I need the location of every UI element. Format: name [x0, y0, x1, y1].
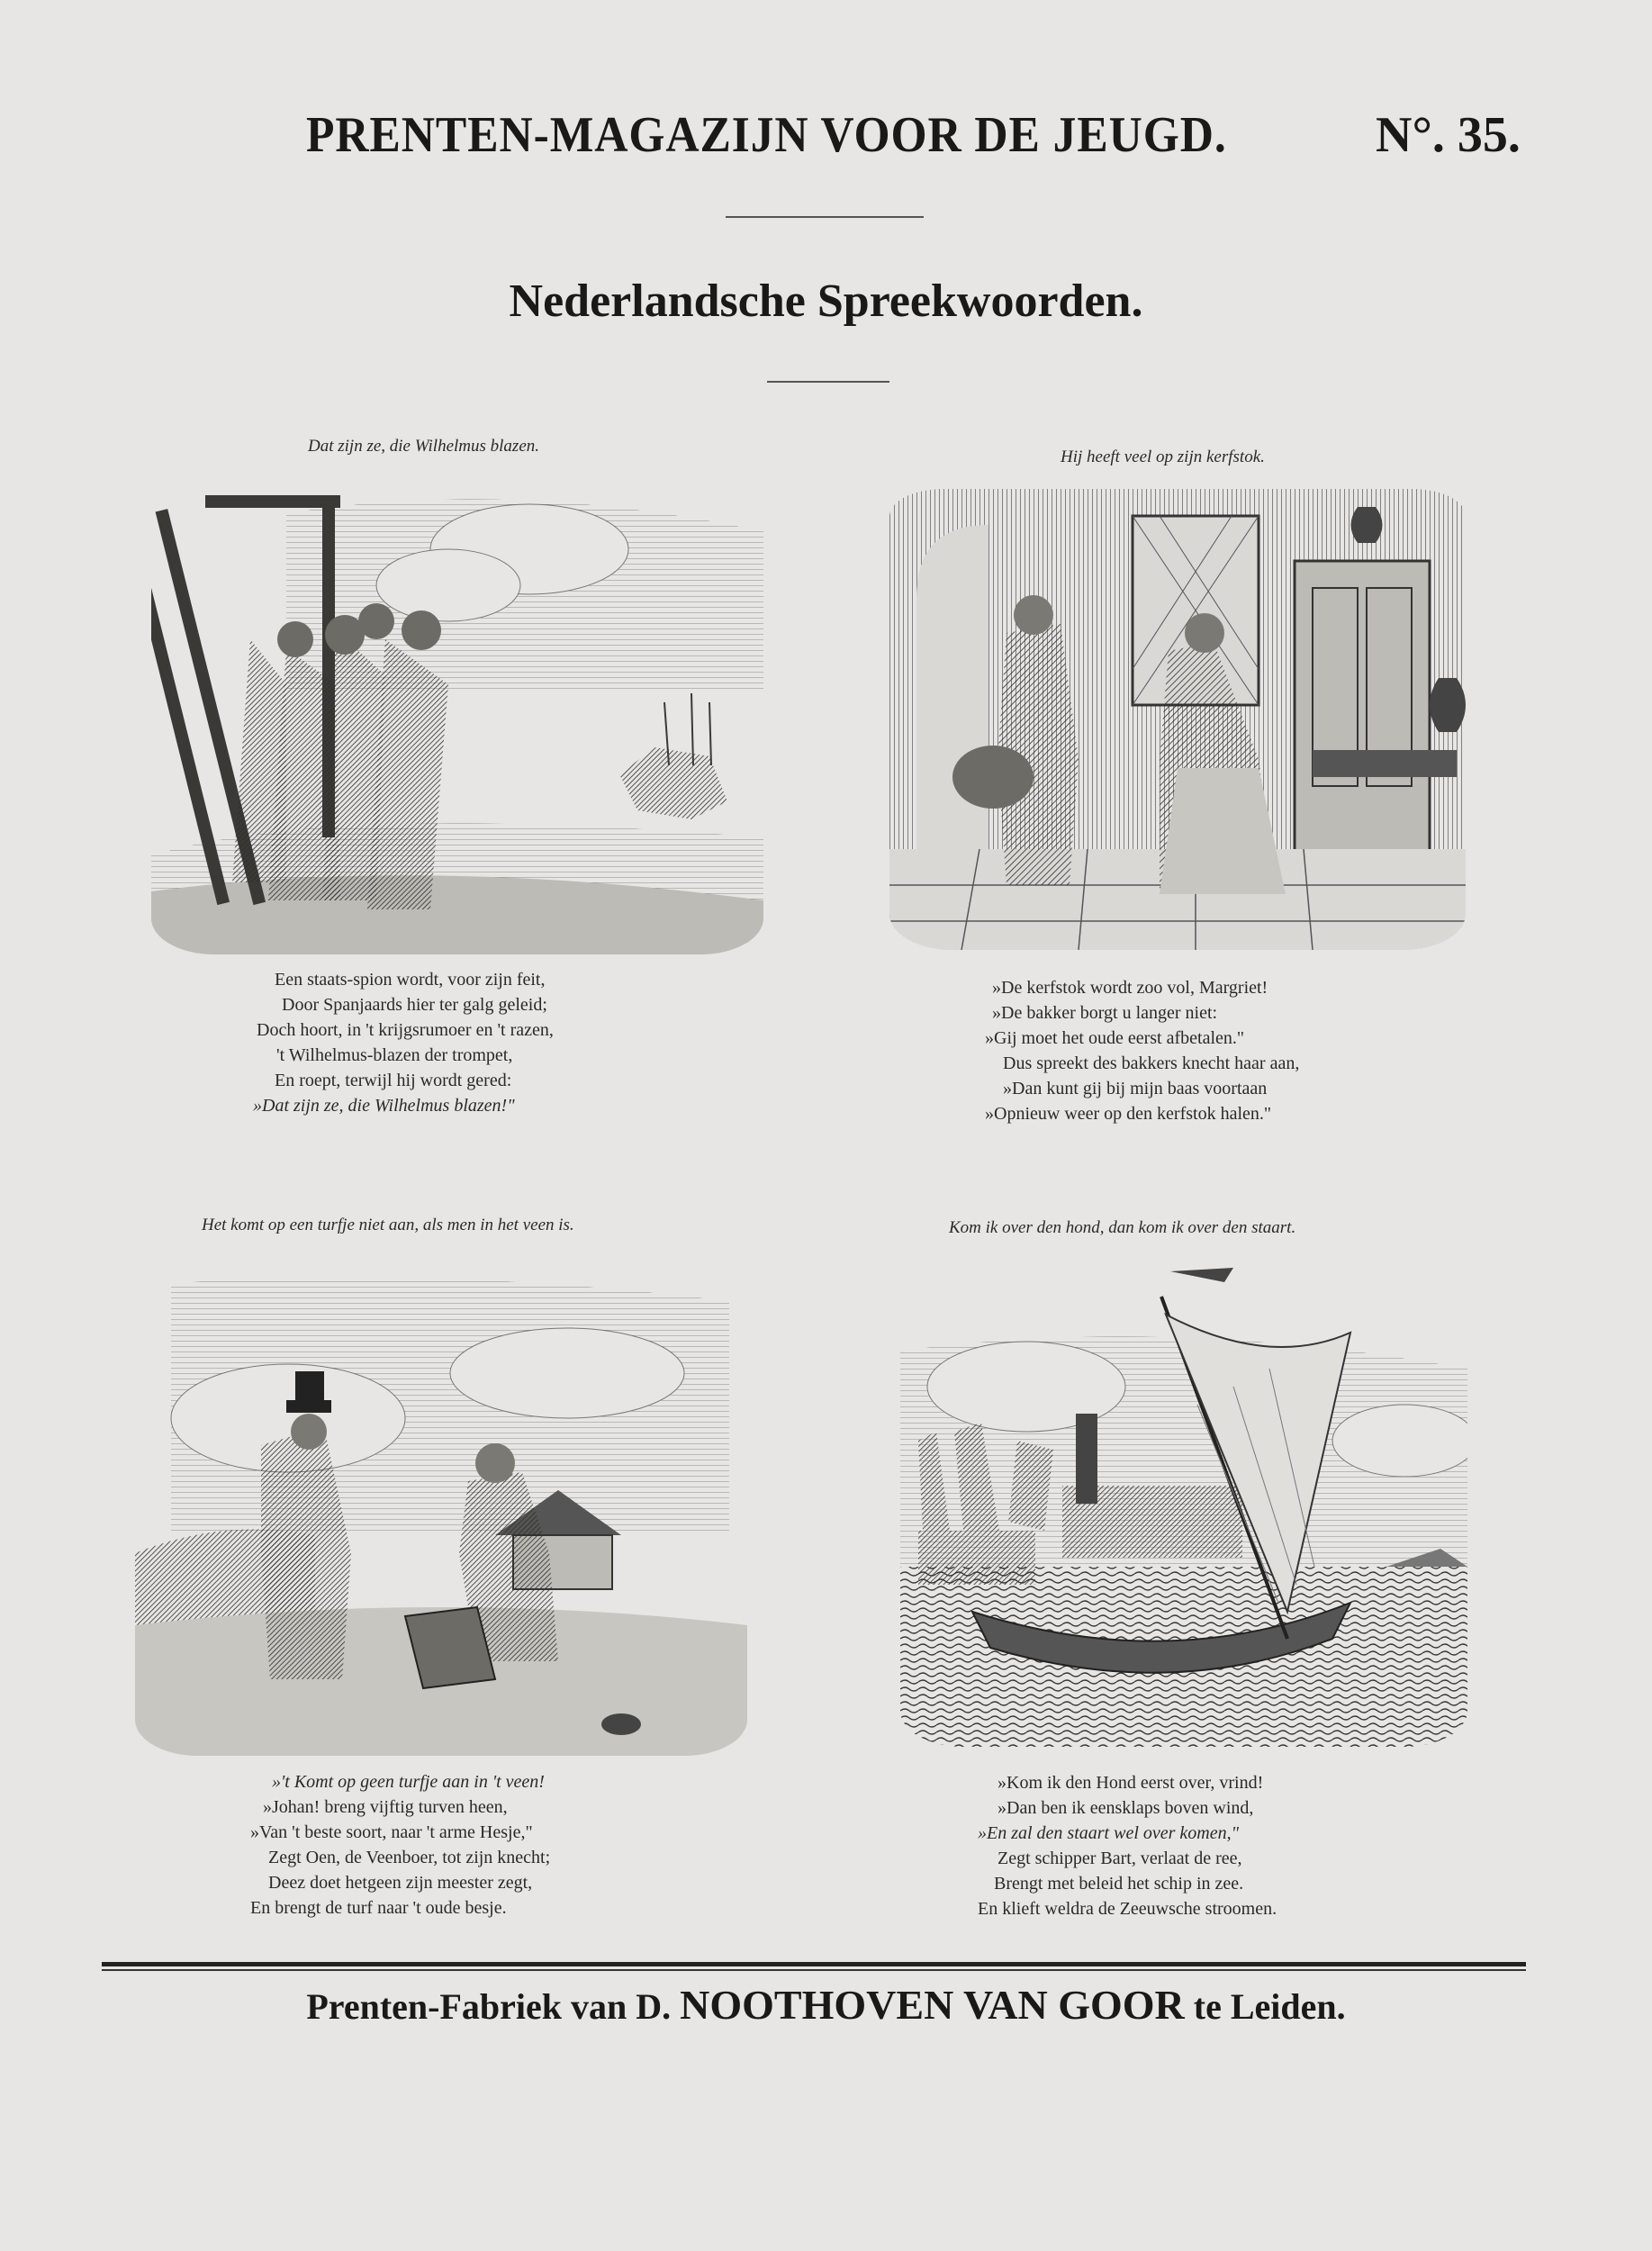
verse-line: »Kom ik den Hond eerst over, vrind! [998, 1773, 1264, 1793]
verse-line: »Dan kunt gij bij mijn baas voortaan [1003, 1079, 1268, 1098]
panel-caption-3: Het komt op een turfje niet aan, als men in het veen is. [202, 1216, 574, 1234]
verse-line: »Dan ben ik eensklaps boven wind, [998, 1798, 1254, 1818]
issue-number: N°. 35. [1376, 107, 1521, 163]
verse-line: En roept, terwijl hij wordt gered: [275, 1071, 512, 1090]
verse-4 [978, 1770, 1277, 1921]
verse-line: Zegt Oen, de Veenboer, tot zijn knecht; [268, 1848, 551, 1867]
verse-line: »De kerfstok wordt zoo vol, Margriet! [992, 978, 1268, 998]
verse-2 [985, 975, 1299, 1126]
engraving-peat-bog [135, 1265, 747, 1756]
publisher-suffix: te Leiden. [1184, 1986, 1346, 2027]
footer-rule-thick [102, 1962, 1526, 1966]
engraving-gallows-scene [151, 477, 763, 954]
engraving-bakery-interior [889, 489, 1466, 950]
verse-line: En brengt de turf naar 't oude besje. [250, 1898, 507, 1918]
panel-caption-1: Dat zijn ze, die Wilhelmus blazen. [308, 437, 540, 456]
publisher-prefix: Prenten-Fabriek van D. [306, 1986, 681, 2027]
page-subtitle: Nederlandsche Spreekwoorden. [509, 276, 1143, 327]
verse-line: Zegt schipper Bart, verlaat de ree, [998, 1849, 1242, 1868]
verse-3 [250, 1769, 550, 1921]
footer-rule-thin [102, 1969, 1526, 1971]
verse-line: »En zal den staart wel over komen," [978, 1823, 1240, 1843]
panel-caption-4: Kom ik over den hond, dan kom ik over den staart. [949, 1218, 1296, 1237]
verse-line: »'t Komt op geen turfje aan in 't veen! [272, 1772, 545, 1792]
verse-line: »Opnieuw weer op den kerfstok halen." [985, 1104, 1272, 1124]
divider-top [726, 216, 924, 218]
masthead [0, 106, 1652, 169]
verse-line: »Gij moet het oude eerst afbetalen." [985, 1028, 1245, 1048]
publisher-name: NOOTHOVEN VAN GOOR [680, 1982, 1185, 2028]
verse-line: Doch hoort, in 't krijgsrumoer en 't razen, [257, 1020, 554, 1040]
publisher-line [0, 1981, 1652, 2029]
verse-line: »Johan! breng vijftig turven heen, [263, 1797, 508, 1817]
verse-line: Dus spreekt des bakkers knecht haar aan, [1003, 1053, 1300, 1073]
verse-line: »De bakker borgt u langer niet: [992, 1003, 1218, 1023]
verse-line: »Van 't beste soort, naar 't arme Hesje," [250, 1822, 533, 1842]
panel-caption-2: Hij heeft veel op zijn kerfstok. [1061, 447, 1265, 466]
verse-line: 't Wilhelmus-blazen der trompet, [276, 1045, 513, 1065]
verse-line: Een staats-spion wordt, voor zijn feit, [275, 970, 546, 990]
verse-line: »Dat zijn ze, die Wilhelmus blazen!" [253, 1096, 515, 1116]
verse-line: Brengt met beleid het schip in zee. [994, 1874, 1244, 1894]
divider-subtitle [767, 381, 889, 383]
verse-line: En klieft weldra de Zeeuwsche stroomen. [978, 1899, 1277, 1919]
engraving-sailing-boat [900, 1261, 1467, 1747]
verse-line: Deez doet hetgeen zijn meester zegt, [268, 1873, 533, 1893]
magazine-title: PRENTEN-MAGAZIJN VOOR DE JEUGD. [306, 107, 1227, 163]
verse-1 [253, 967, 554, 1118]
verse-line: Door Spanjaards hier ter galg geleid; [282, 995, 547, 1015]
